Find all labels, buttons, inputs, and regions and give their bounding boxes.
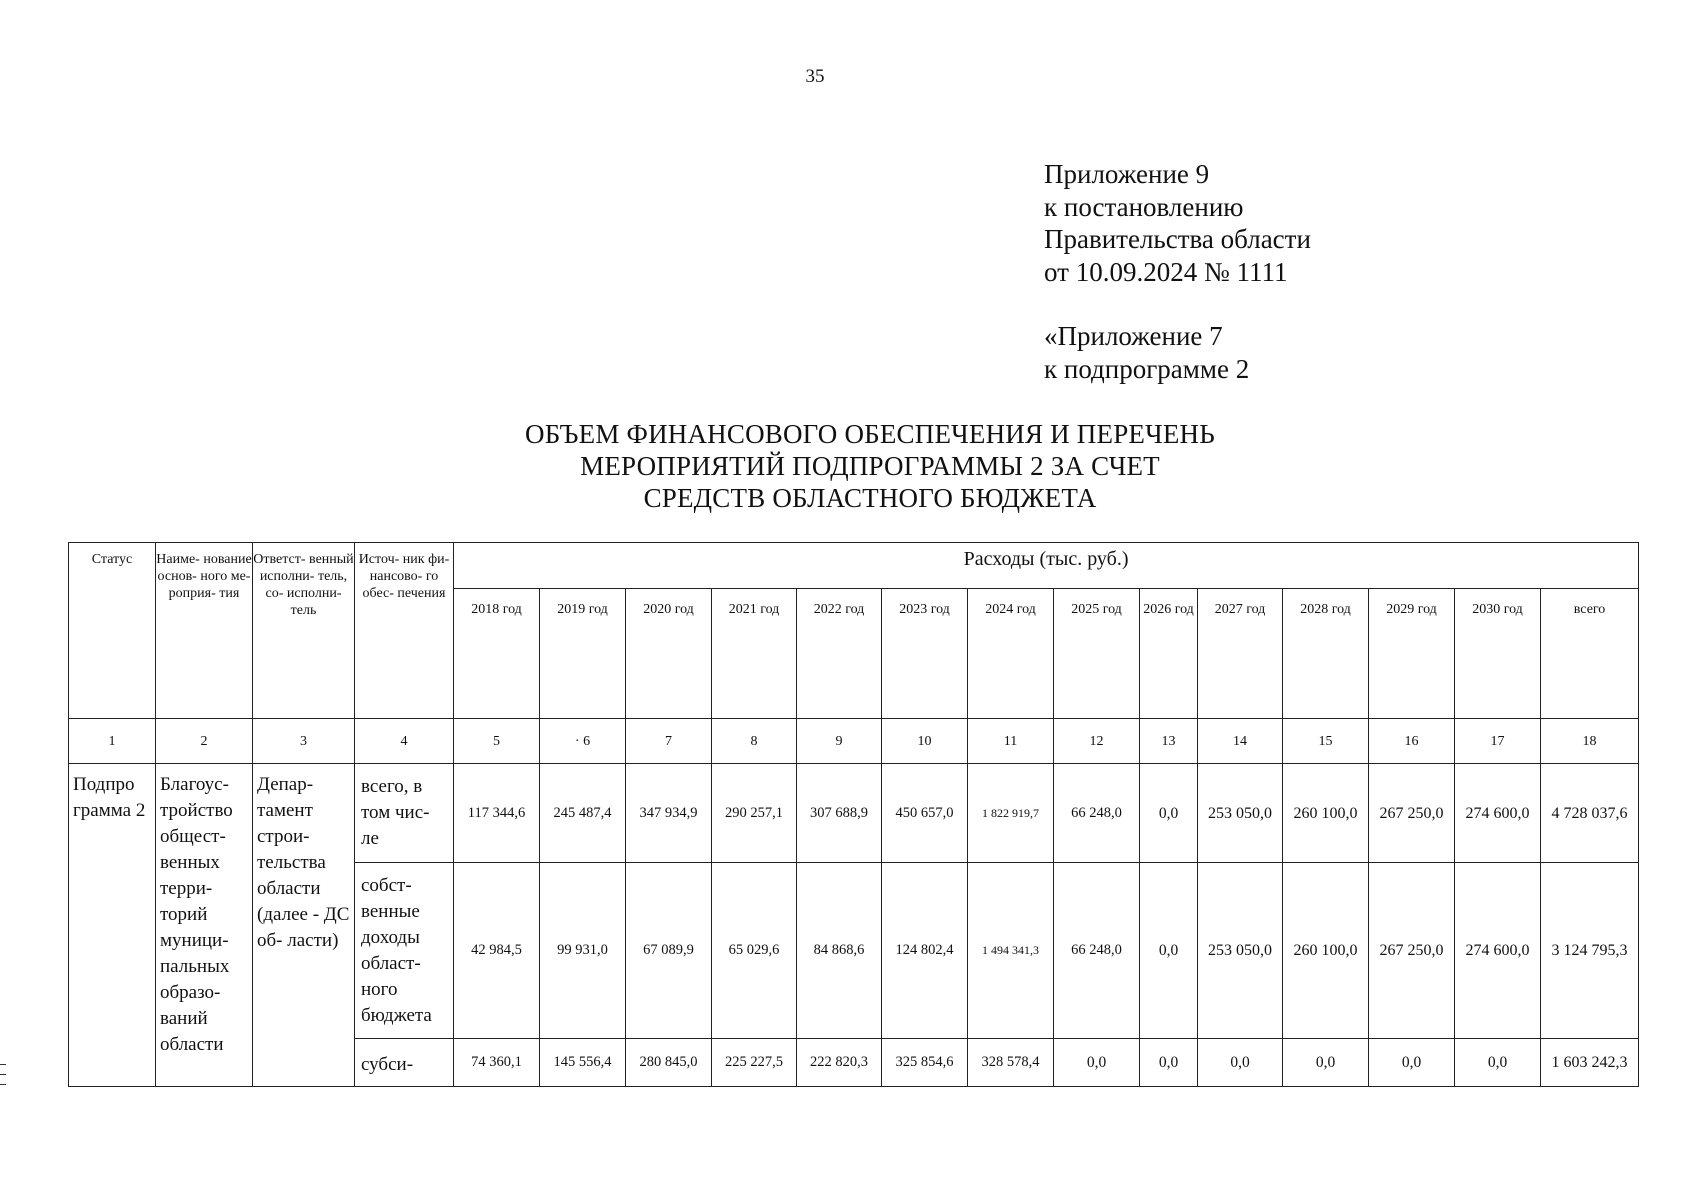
value-cell: 307 688,9 [797, 764, 882, 863]
header-year: 2030 год [1455, 589, 1541, 719]
value-cell: 0,0 [1283, 1039, 1369, 1087]
value-cell: 328 578,4 [968, 1039, 1054, 1087]
binding-mark [0, 1064, 6, 1065]
column-number-row [69, 719, 1639, 764]
value-cell: 66 248,0 [1054, 863, 1140, 1039]
budget-table [68, 542, 1639, 1087]
executor-cell: Депар- тамент строи- тельства области (далее - ДС об- ласти) [253, 764, 355, 1087]
value-cell: 0,0 [1140, 863, 1198, 1039]
header-year: 2026 год [1140, 589, 1198, 719]
value-cell: 274 600,0 [1455, 764, 1541, 863]
column-number: 14 [1198, 719, 1283, 764]
column-number: · 6 [540, 719, 626, 764]
header-year: 2027 год [1198, 589, 1283, 719]
column-number: 2 [156, 719, 253, 764]
value-cell: 280 845,0 [626, 1039, 712, 1087]
header-expenses: Расходы (тыс. руб.) [454, 543, 1639, 589]
total-cell: 4 728 037,6 [1541, 764, 1639, 863]
value-cell: 0,0 [1140, 764, 1198, 863]
value-cell: 253 050,0 [1198, 863, 1283, 1039]
value-cell: 274 600,0 [1455, 863, 1541, 1039]
value-cell: 0,0 [1198, 1039, 1283, 1087]
column-number: 3 [253, 719, 355, 764]
appendix-sub-line: к подпрограмме 2 [1044, 353, 1250, 384]
header-measure: Наиме- нование основ- ного ме- роприя- тия [156, 543, 253, 719]
value-cell: 99 931,0 [540, 863, 626, 1039]
value-cell: 260 100,0 [1283, 764, 1369, 863]
column-number: 9 [797, 719, 882, 764]
column-number: 7 [626, 719, 712, 764]
header-year: 2018 год [454, 589, 540, 719]
column-number: 8 [712, 719, 797, 764]
header-year: 2019 год [540, 589, 626, 719]
value-cell: 253 050,0 [1198, 764, 1283, 863]
value-cell: 0,0 [1054, 1039, 1140, 1087]
value-cell: 1 494 341,3 [968, 863, 1054, 1039]
value-cell: 245 487,4 [540, 764, 626, 863]
appendix-sub-line: «Приложение 7 [1044, 321, 1223, 351]
value-cell: 450 657,0 [882, 764, 968, 863]
header-year: 2028 год [1283, 589, 1369, 719]
column-number: 11 [968, 719, 1054, 764]
value-cell: 325 854,6 [882, 1039, 968, 1087]
column-number: 17 [1455, 719, 1541, 764]
value-cell: 65 029,6 [712, 863, 797, 1039]
value-cell: 66 248,0 [1054, 764, 1140, 863]
source-cell: субси- [355, 1039, 454, 1087]
value-cell: 347 934,9 [626, 764, 712, 863]
status-cell: Подпро грамма 2 [69, 764, 156, 1087]
header-year: 2024 год [968, 589, 1054, 719]
value-cell: 124 802,4 [882, 863, 968, 1039]
column-number: 16 [1369, 719, 1455, 764]
value-cell: 0,0 [1369, 1039, 1455, 1087]
value-cell: 0,0 [1455, 1039, 1541, 1087]
column-number: 12 [1054, 719, 1140, 764]
value-cell: 67 089,9 [626, 863, 712, 1039]
value-cell: 117 344,6 [454, 764, 540, 863]
table-row [69, 764, 1639, 863]
page-number: 35 [805, 66, 825, 87]
value-cell: 84 868,6 [797, 863, 882, 1039]
appendix-line: к постановлению [1044, 191, 1244, 222]
source-cell: всего, в том чис- ле [355, 764, 454, 863]
value-cell: 145 556,4 [540, 1039, 626, 1087]
header-year: 2029 год [1369, 589, 1455, 719]
measure-cell: Благоус- тройство общест- венных терри- торий муници- пальных образо- ваний области [156, 764, 253, 1087]
value-cell: 267 250,0 [1369, 863, 1455, 1039]
total-cell: 3 124 795,3 [1541, 863, 1639, 1039]
binding-mark [0, 1074, 6, 1075]
header-year: 2025 год [1054, 589, 1140, 719]
title-line: МЕРОПРИЯТИЙ ПОДПРОГРАММЫ 2 ЗА СЧЕТ [580, 451, 1160, 481]
value-cell: 1 822 919,7 [968, 764, 1054, 863]
value-cell: 0,0 [1140, 1039, 1198, 1087]
title-line: ОБЪЕМ ФИНАНСОВОГО ОБЕСПЕЧЕНИЯ И ПЕРЕЧЕНЬ [525, 419, 1215, 449]
total-cell: 1 603 242,3 [1541, 1039, 1639, 1087]
value-cell: 290 257,1 [712, 764, 797, 863]
appendix-block [1044, 158, 1311, 385]
column-number: 1 [69, 719, 156, 764]
value-cell: 260 100,0 [1283, 863, 1369, 1039]
header-year: 2023 год [882, 589, 968, 719]
source-cell: собст- венные доходы област- ного бюджета [355, 863, 454, 1039]
column-number: 13 [1140, 719, 1198, 764]
header-source: Источ- ник фи- нансово- го обес- печения [355, 543, 454, 719]
value-cell: 222 820,3 [797, 1039, 882, 1087]
column-number: 15 [1283, 719, 1369, 764]
header-total: всего [1541, 589, 1639, 719]
header-year: 2021 год [712, 589, 797, 719]
header-status: Статус [69, 543, 156, 719]
appendix-line: Правительства области [1044, 224, 1311, 254]
value-cell: 225 227,5 [712, 1039, 797, 1087]
header-year: 2020 год [626, 589, 712, 719]
column-number: 10 [882, 719, 968, 764]
header-executor: Ответст- венный исполни- тель, со- исполни- тель [253, 543, 355, 719]
appendix-line: Приложение 9 [1044, 159, 1210, 189]
value-cell: 74 360,1 [454, 1039, 540, 1087]
column-number: 4 [355, 719, 454, 764]
appendix-line: от 10.09.2024 № 1111 [1044, 256, 1288, 287]
binding-mark [0, 1084, 6, 1085]
header-year: 2022 год [797, 589, 882, 719]
value-cell: 42 984,5 [454, 863, 540, 1039]
column-number: 18 [1541, 719, 1639, 764]
header-row-top [69, 543, 1639, 589]
column-number: 5 [454, 719, 540, 764]
document-title [420, 418, 1320, 514]
value-cell: 267 250,0 [1369, 764, 1455, 863]
title-line: СРЕДСТВ ОБЛАСТНОГО БЮДЖЕТА [643, 483, 1097, 513]
